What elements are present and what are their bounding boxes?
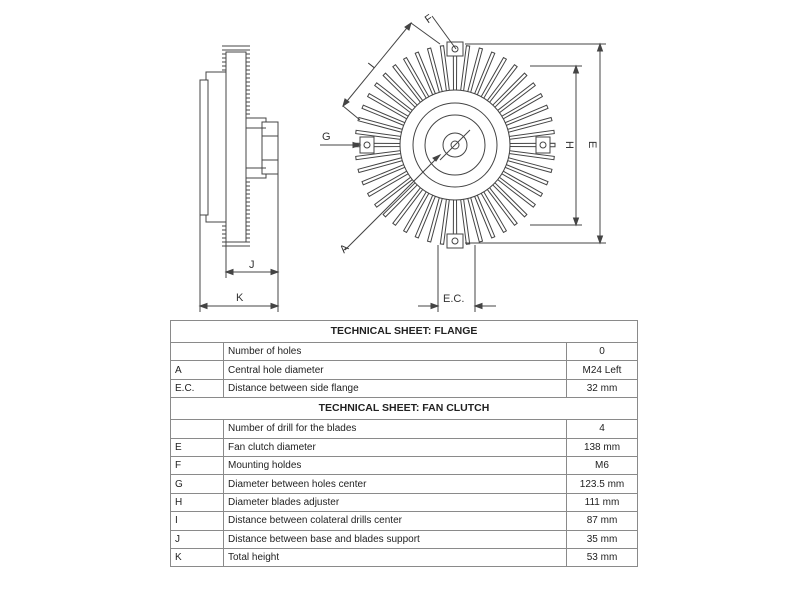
technical-sheet-table	[170, 320, 638, 567]
row-code: I	[171, 512, 224, 530]
row-label: Number of holes	[224, 343, 567, 361]
label-a: A	[337, 242, 352, 256]
row-label: Distance between base and blades support	[224, 530, 567, 548]
row-value: 111 mm	[567, 493, 638, 511]
row-code: A	[171, 361, 224, 379]
row-value: 4	[567, 420, 638, 438]
label-i: I	[366, 60, 378, 71]
label-k: K	[236, 292, 244, 304]
table-row	[171, 475, 638, 493]
row-label: Fan clutch diameter	[224, 438, 567, 456]
row-label: Mounting holdes	[224, 456, 567, 474]
row-code: G	[171, 475, 224, 493]
table-row	[171, 438, 638, 456]
row-value: 53 mm	[567, 548, 638, 566]
flange-section-header	[171, 321, 638, 343]
row-value: M6	[567, 456, 638, 474]
label-f: F	[422, 12, 436, 27]
fan-clutch-title: TECHNICAL SHEET: FAN CLUTCH	[171, 398, 638, 420]
table-row	[171, 493, 638, 511]
label-ec: E.C.	[443, 293, 465, 305]
table-row	[171, 420, 638, 438]
row-value: 32 mm	[567, 379, 638, 397]
row-label: Number of drill for the blades	[224, 420, 567, 438]
row-value: 87 mm	[567, 512, 638, 530]
row-value: 0	[567, 343, 638, 361]
row-label: Diameter blades adjuster	[224, 493, 567, 511]
side-view	[200, 46, 278, 312]
label-h: H	[563, 141, 575, 149]
row-label: Diameter between holes center	[224, 475, 567, 493]
table-row	[171, 530, 638, 548]
table-row	[171, 361, 638, 379]
front-view	[320, 16, 606, 312]
row-value: 35 mm	[567, 530, 638, 548]
flange-title: TECHNICAL SHEET: FLANGE	[171, 321, 638, 343]
label-j: J	[249, 259, 255, 271]
row-code	[171, 420, 224, 438]
row-label: Total height	[224, 548, 567, 566]
row-code	[171, 343, 224, 361]
table-row	[171, 548, 638, 566]
label-e: E	[586, 141, 598, 149]
row-code: H	[171, 493, 224, 511]
row-value: 123.5 mm	[567, 475, 638, 493]
fan-clutch-section-header	[171, 398, 638, 420]
row-code: K	[171, 548, 224, 566]
row-label: Distance between side flange	[224, 379, 567, 397]
row-code: F	[171, 456, 224, 474]
row-code: J	[171, 530, 224, 548]
row-value: 138 mm	[567, 438, 638, 456]
table-row	[171, 456, 638, 474]
label-g: G	[322, 131, 331, 143]
table-row	[171, 343, 638, 361]
row-value: M24 Left	[567, 361, 638, 379]
table-row	[171, 379, 638, 397]
row-code: E	[171, 438, 224, 456]
row-code: E.C.	[171, 379, 224, 397]
row-label: Central hole diameter	[224, 361, 567, 379]
row-label: Distance between colateral drills center	[224, 512, 567, 530]
table-row	[171, 512, 638, 530]
